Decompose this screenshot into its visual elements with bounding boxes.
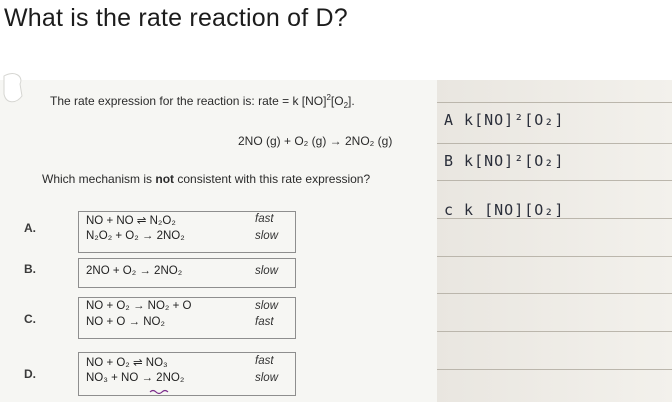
option-d-step-1: NO + O₂ ⇌ NO₃ bbox=[86, 357, 168, 369]
option-d-speed-2: slow bbox=[255, 372, 279, 384]
option-a-speed-1: fast bbox=[255, 213, 274, 225]
option-d-letter: D. bbox=[24, 367, 36, 381]
option-c-letter: C. bbox=[24, 312, 36, 326]
option-a-step-2: N₂O₂ + O₂ → 2NO₂ bbox=[86, 230, 185, 242]
option-b-letter: B. bbox=[24, 262, 36, 276]
option-d-step-2: NO₃ + NO → 2NO₂ bbox=[86, 372, 185, 384]
question-text: Which mechanism is not consistent with this rate expression? bbox=[42, 172, 371, 186]
option-d-speed-1: fast bbox=[255, 355, 274, 367]
option-c-step-1: NO + O₂ → NO₂ + O bbox=[86, 300, 192, 312]
option-a-letter: A. bbox=[24, 221, 36, 235]
binder-clip-icon bbox=[0, 70, 32, 110]
option-c-speed-1: slow bbox=[255, 300, 279, 312]
handwritten-underline-mark bbox=[149, 389, 169, 395]
option-a-step-1: NO + NO ⇌ N₂O₂ bbox=[86, 215, 176, 227]
handwritten-answer-b: B k[NO]²[O₂] bbox=[444, 152, 565, 170]
option-a-divider bbox=[78, 211, 79, 251]
handwritten-answer-a: A k[NO]²[O₂] bbox=[444, 111, 565, 129]
option-b-speed-1: slow bbox=[255, 265, 279, 277]
handwritten-answer-c: c k [NO][O₂] bbox=[444, 201, 565, 219]
option-a-speed-2: slow bbox=[255, 230, 279, 242]
option-c-step-2: NO + O → NO₂ bbox=[86, 316, 165, 328]
option-c-speed-2: fast bbox=[255, 316, 274, 328]
question-title: What is the rate reaction of D? bbox=[4, 4, 348, 32]
overall-reaction: 2NO (g) + O₂ (g) → 2NO₂ (g) bbox=[238, 134, 393, 148]
option-b-step-1: 2NO + O₂ → 2NO₂ bbox=[86, 265, 183, 277]
rate-expression: The rate expression for the reaction is: rate = k $[NO]^2[O_2]$. bbox=[50, 93, 355, 110]
